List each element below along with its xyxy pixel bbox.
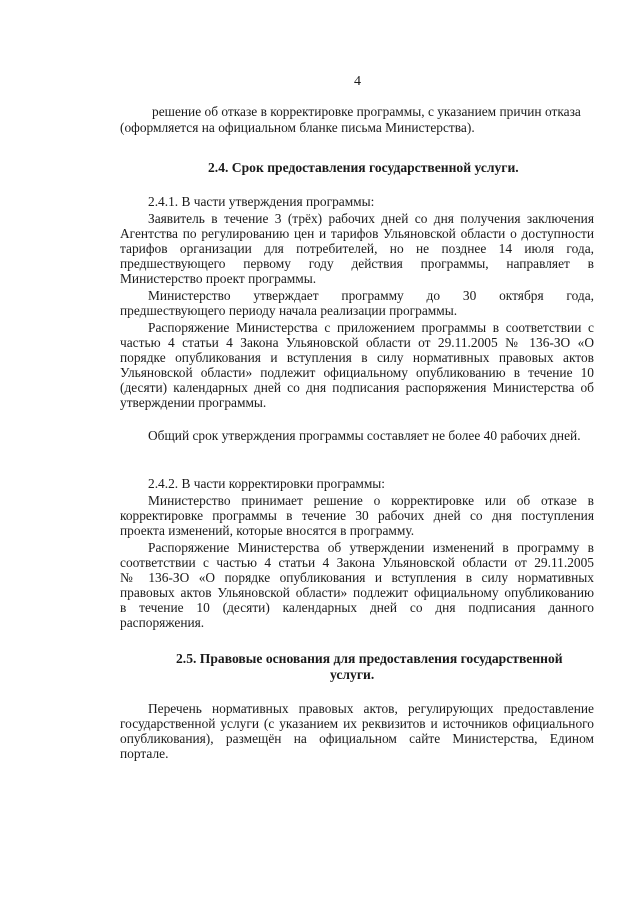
paragraph-line: опубликования), размещён на официальном сайте Министерства, Едином — [120, 731, 594, 746]
paragraph-line: № 136-ЗО «О порядке опубликования и вступления в силу нормативных — [120, 570, 594, 585]
subsection-2-4-1-title: 2.4.1. В части утверждения программы: — [148, 194, 375, 209]
paragraph-line: Министерство проект программы. — [120, 271, 317, 286]
paragraph-line: утверждении программы. — [120, 395, 267, 410]
section-2-5-heading-line-1: 2.5. Правовые основания для предоставления государственной — [176, 651, 563, 666]
paragraph-line: (десяти) календарных дней со дня подписания распоряжения Министерства об — [120, 380, 594, 395]
paragraph-line: тарифов организации для потребителей, но не позднее 14 июля года, — [120, 241, 594, 256]
paragraph-line: правовых актов Ульяновской области» подлежит официальному опубликованию — [120, 585, 594, 600]
paragraph-line: Агентства по регулированию цен и тарифов Ульяновской области о доступности — [120, 226, 594, 241]
paragraph-line: предшествующего первому году действия программы, направляет в — [120, 256, 594, 271]
paragraph-line: портале. — [120, 746, 169, 761]
total-term-line: Общий срок утверждения программы составляет не более 40 рабочих дней. — [148, 428, 581, 443]
intro-line-2: (оформляется на официальном бланке письма Министерства). — [120, 120, 475, 135]
intro-line-1: решение об отказе в корректировке программы, с указанием причин отказа — [152, 104, 581, 119]
paragraph-line: Перечень нормативных правовых актов, регулирующих предоставление — [148, 701, 594, 716]
paragraph-line: Распоряжение Министерства об утверждении изменений в программу в — [148, 540, 594, 555]
paragraph-line: государственной услуги (с указанием их реквизитов и источников официального — [120, 716, 594, 731]
paragraph-line: Министерство принимает решение о корректировке или об отказе в — [148, 493, 594, 508]
paragraph-line: частью 4 статьи 4 Закона Ульяновской области от 29.11.2005 № 136-ЗО «О — [120, 335, 594, 350]
paragraph-line: предшествующего периоду начала реализации программы. — [120, 303, 458, 318]
section-2-5-heading-line-2: услуги. — [330, 667, 375, 682]
paragraph-line: соответствии с частью 4 статьи 4 Закона Ульяновской области от 29.11.2005 — [120, 555, 594, 570]
paragraph-line: проекта изменений, которые вносятся в программу. — [120, 523, 415, 538]
subsection-2-4-2-title: 2.4.2. В части корректировки программы: — [148, 476, 386, 491]
paragraph-line: порядке опубликования и вступления в силу нормативных правовых актов — [120, 350, 594, 365]
paragraph-line: корректировке программы в течение 30 рабочих дней со дня поступления — [120, 508, 594, 523]
paragraph-line: Ульяновской области» подлежит официальному опубликованию в течение 10 — [120, 365, 594, 380]
paragraph-line: в течение 10 (десяти) календарных дней со дня подписания данного — [120, 600, 594, 615]
paragraph-line: Министерство утверждает программу до 30 октября года, — [148, 288, 594, 303]
page-number: 4 — [354, 74, 361, 89]
paragraph-line: Распоряжение Министерства с приложением программы в соответствии с — [148, 320, 594, 335]
paragraph-line: распоряжения. — [120, 615, 205, 630]
paragraph-line: Заявитель в течение 3 (трёх) рабочих дней со дня получения заключения — [148, 211, 594, 226]
section-2-4-heading: 2.4. Срок предоставления государственной услуги. — [208, 160, 519, 175]
